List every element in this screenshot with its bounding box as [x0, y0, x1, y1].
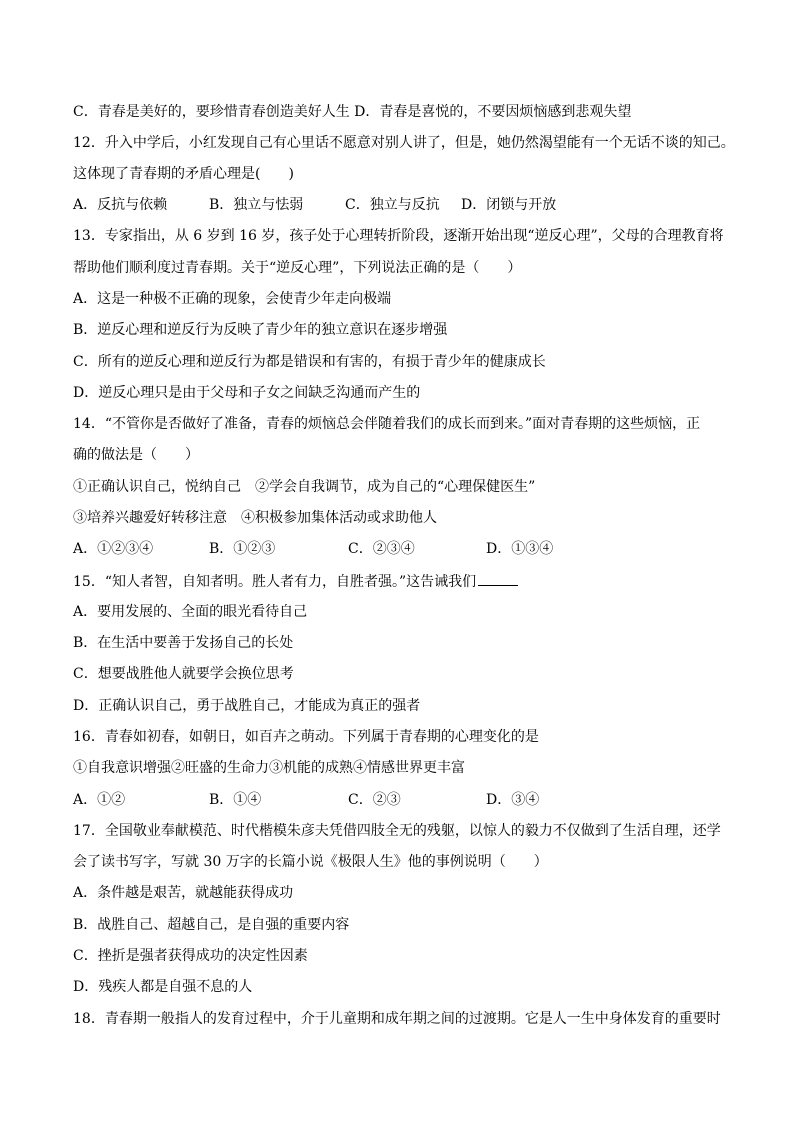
q16-option-d[interactable]: D．③④ — [486, 792, 540, 808]
q12-stem-line1: 12．升入中学后，小红发现自己有心里话不愿意对别人讲了，但是，她仍然渴望能有一个无话不谈的知己。 — [73, 135, 735, 151]
q13-option-a[interactable]: A．这是一种极不正确的现象，会使青少年走向极端 — [73, 291, 392, 307]
q17-option-a[interactable]: A．条件越是艰苦，就越能获得成功 — [73, 885, 294, 901]
q15-stem-text: 15．“知人者智，自知者明。胜人者有力，自胜者强。”这告诫我们 — [73, 574, 477, 590]
q17-stem-line1: 17．全国敬业奉献模范、时代楷模朱彦夫凭借四肢全无的残躯，以惊人的毅力不仅做到了生活自理，还学 — [73, 823, 721, 839]
q17-option-b[interactable]: B．战胜自己、超越自己，是自强的重要内容 — [73, 917, 350, 933]
q13-option-b[interactable]: B．逆反心理和逆反行为反映了青少年的独立意识在逐步增强 — [73, 322, 448, 338]
q14-statements-3-4: ③培养兴趣爱好转移注意 ④积极参加集体活动或求助他人 — [73, 510, 437, 526]
q14-option-b[interactable]: B．①②③ — [209, 541, 276, 557]
q14-option-a[interactable]: A．①②③④ — [73, 541, 154, 557]
q16-option-a[interactable]: A．①② — [73, 792, 126, 808]
q17-option-d[interactable]: D．残疾人都是自强不息的人 — [73, 979, 253, 995]
q18-stem-line1: 18．青春期一般指人的发育过程中，介于儿童期和成年期之间的过渡期。它是人一生中身体发育的重要时 — [73, 1011, 721, 1027]
q17-option-c[interactable]: C．挫折是强者获得成功的决定性因素 — [73, 948, 308, 964]
q11-options-cd: C．青春是美好的，要珍惜青春创造美好人生 D．青春是喜悦的，不要因烦恼感到悲观失望 — [73, 104, 632, 120]
q14-option-c[interactable]: C．②③④ — [348, 541, 415, 557]
q12-option-d[interactable]: D．闭锁与开放 — [461, 197, 557, 213]
q12-options — [73, 195, 556, 215]
q16-option-c[interactable]: C．②③ — [348, 792, 401, 808]
q15-option-c[interactable]: C．想要战胜他人就要学会换位思考 — [73, 666, 294, 682]
q16-statements: ①自我意识增强②旺盛的生命力③机能的成熟④情感世界更丰富 — [73, 760, 465, 776]
q13-stem-line1: 13．专家指出，从 6 岁到 16 岁，孩子处于心理转折阶段，逐渐开始出现“逆反心理”，父母的合理教育将 — [73, 228, 724, 244]
q13-option-d[interactable]: D．逆反心理只是由于父母和子女之间缺乏沟通而产生的 — [73, 385, 421, 401]
q14-statements-1-2: ①正确认识自己，悦纳自己 ②学会自我调节，成为自己的“心理保健医生” — [73, 479, 536, 495]
q15-option-d[interactable]: D．正确认识自己，勇于战胜自己，才能成为真正的强者 — [73, 698, 421, 714]
q12-stem-line2: 这体现了青春期的矛盾心理是( ) — [73, 166, 294, 182]
q13-option-c[interactable]: C．所有的逆反心理和逆反行为都是错误和有害的，有损于青少年的健康成长 — [73, 354, 546, 370]
q14-stem-line1: 14．“不管你是否做好了准备，青春的烦恼总会伴随着我们的成长而到来。”面对青春期的这些烦恼，正 — [73, 416, 701, 432]
q14-option-d[interactable]: D．①③④ — [486, 541, 554, 557]
answer-blank[interactable] — [478, 571, 518, 586]
q16-option-b[interactable]: B．①④ — [209, 792, 262, 808]
q15-stem — [73, 571, 518, 592]
q16-options — [73, 790, 539, 810]
q14-options — [73, 539, 553, 559]
q12-option-c[interactable]: C．独立与反抗 — [345, 197, 440, 213]
q17-stem-line2: 会了读书写字，写就 30 万字的长篇小说《极限人生》他的事例说明（ ） — [73, 854, 548, 870]
q13-stem-line2: 帮助他们顺利度过青春期。关于“逆反心理”，下列说法正确的是（ ） — [73, 260, 522, 276]
q15-option-a[interactable]: A．要用发展的、全面的眼光看待自己 — [73, 604, 308, 620]
q14-stem-line2: 确的做法是（ ） — [73, 447, 199, 463]
q15-option-b[interactable]: B．在生活中要善于发扬自己的长处 — [73, 635, 294, 651]
q12-option-a[interactable]: A．反抗与依赖 — [73, 197, 168, 213]
q12-option-b[interactable]: B．独立与怯弱 — [209, 197, 304, 213]
q16-stem: 16．青春如初春，如朝日，如百卉之萌动。下列属于青春期的心理变化的是 — [73, 729, 539, 745]
